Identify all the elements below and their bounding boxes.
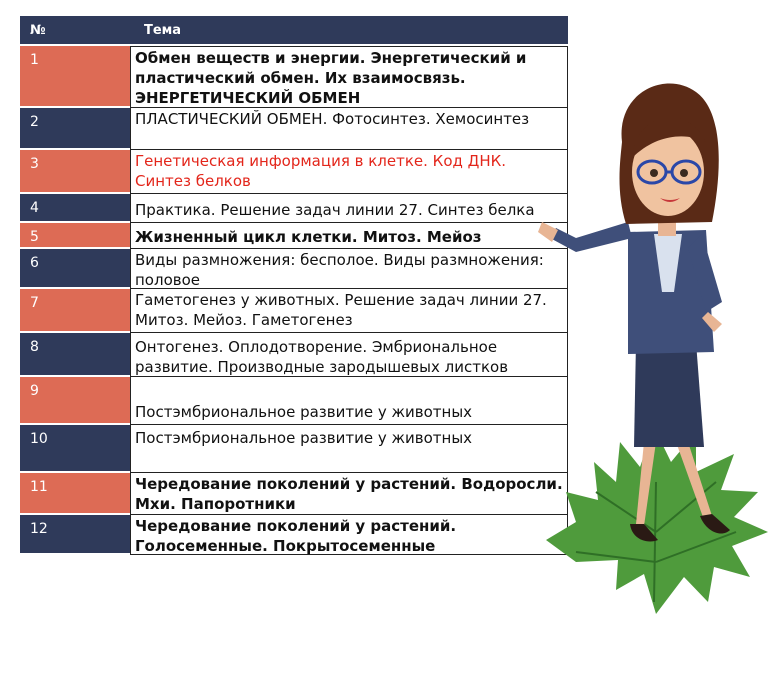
row-number: 1 [20, 46, 130, 108]
table-row [20, 194, 568, 223]
table-row [20, 515, 568, 555]
row-topic: Чередование поколений у растений. Голосеменные. Покрытосеменные [130, 515, 568, 555]
row-number: 2 [20, 108, 130, 150]
row-topic: Постэмбриональное развитие у животных [130, 425, 568, 473]
row-number: 9 [20, 377, 130, 425]
table-row [20, 425, 568, 473]
table-row [20, 249, 568, 289]
table-row [20, 150, 568, 194]
row-number: 7 [20, 289, 130, 333]
row-number: 11 [20, 473, 130, 515]
row-number: 5 [20, 223, 130, 249]
row-topic: Гаметогенез у животных. Решение задач линии 27. Митоз. Мейоз. Гаметогенез [130, 289, 568, 333]
row-number: 6 [20, 249, 130, 289]
row-topic: Обмен веществ и энергии. Энергетический и пластический обмен. Их взаимосвязь. ЭНЕРГЕТИЧЕСКИЙ ОБМЕН [130, 46, 568, 108]
header-number: № [30, 22, 46, 38]
row-number: 12 [20, 515, 130, 555]
row-topic: Генетическая информация в клетке. Код ДНК. Синтез белков [130, 150, 568, 194]
row-number: 10 [20, 425, 130, 473]
row-topic: Жизненный цикл клетки. Митоз. Мейоз [130, 223, 568, 249]
topics-table [20, 16, 568, 555]
row-number: 4 [20, 194, 130, 223]
row-topic: Постэмбриональное развитие у животных [130, 377, 568, 425]
teacher-illustration [536, 62, 776, 622]
table-row [20, 108, 568, 150]
row-number: 8 [20, 333, 130, 377]
table-row [20, 223, 568, 249]
row-topic: ПЛАСТИЧЕСКИЙ ОБМЕН. Фотосинтез. Хемосинтез [130, 108, 568, 150]
table-header [20, 16, 568, 46]
table-row [20, 473, 568, 515]
row-number: 3 [20, 150, 130, 194]
table-row [20, 377, 568, 425]
maple-leaf-icon [546, 427, 768, 614]
row-topic: Чередование поколений у растений. Водоросли. Мхи. Папоротники [130, 473, 568, 515]
table-row [20, 333, 568, 377]
row-topic: Виды размножения: бесполое. Виды размножения: половое [130, 249, 568, 289]
row-topic: Онтогенез. Оплодотворение. Эмбриональное развитие. Производные зародышевых листков [130, 333, 568, 377]
table-row [20, 46, 568, 108]
table-row [20, 289, 568, 333]
header-topic: Тема [144, 22, 182, 38]
row-topic: Практика. Решение задач линии 27. Синтез белка [130, 194, 568, 223]
